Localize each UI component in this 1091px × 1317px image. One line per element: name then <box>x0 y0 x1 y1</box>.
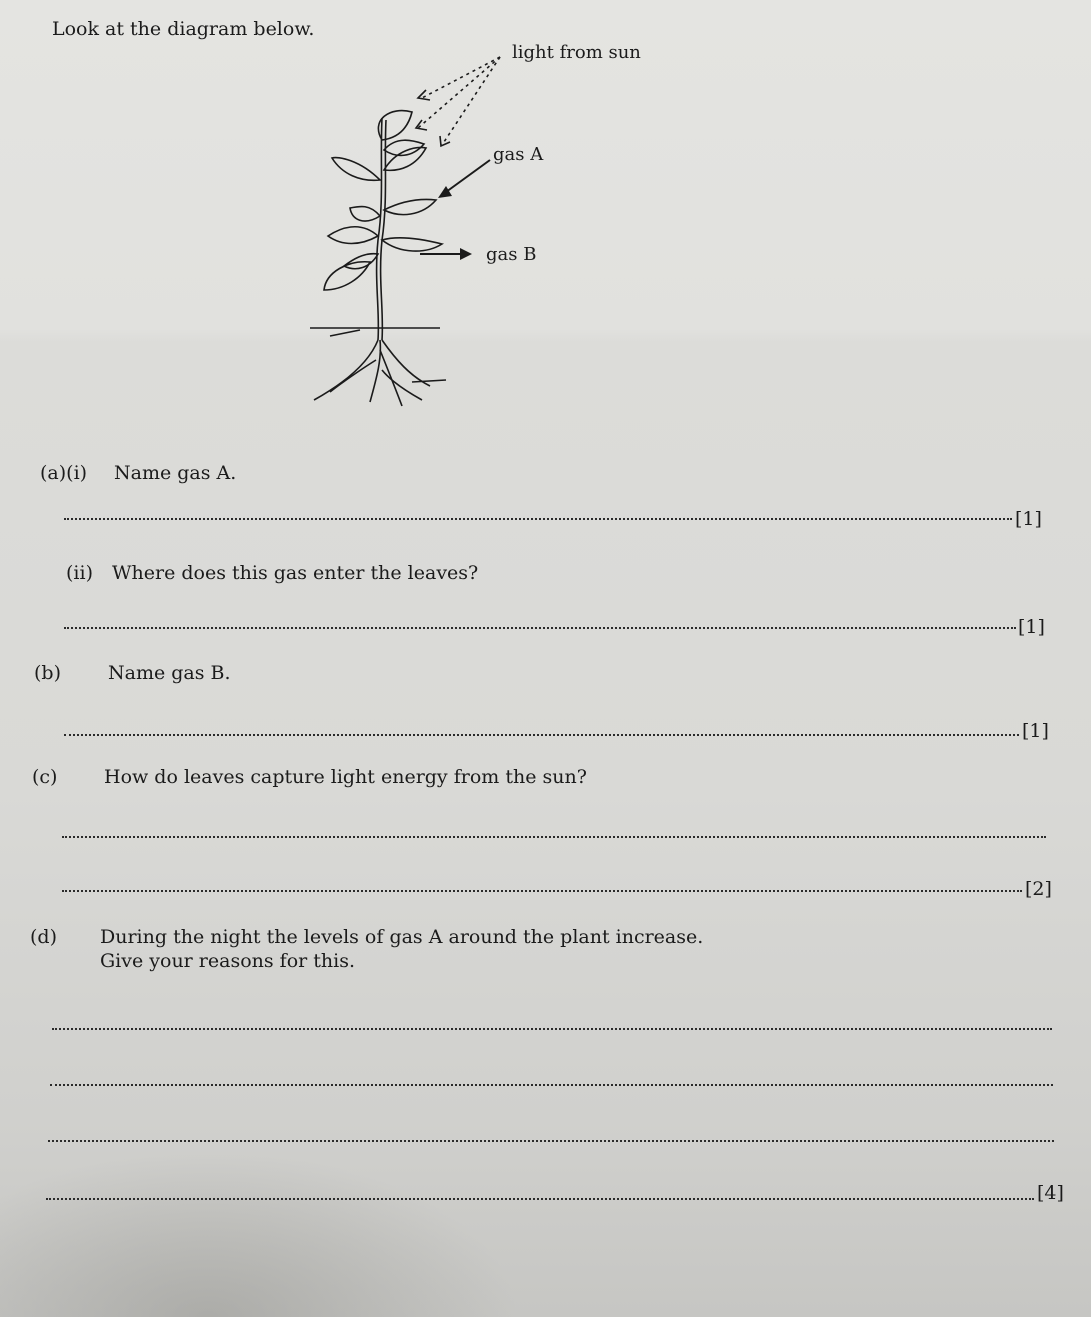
answer-line-d-4[interactable] <box>46 1198 1034 1200</box>
plant-drawing <box>300 40 540 420</box>
gas-a-arrow <box>438 160 490 198</box>
answer-line-a-i[interactable] <box>64 518 1012 520</box>
answer-line-b[interactable] <box>64 734 1019 736</box>
question-number-a-i: (a)(i) <box>40 462 88 484</box>
answer-line-c-2[interactable] <box>62 890 1022 892</box>
photo-shadow <box>0 1150 520 1317</box>
marks-c: [2] <box>1025 878 1052 900</box>
answer-line-d-1[interactable] <box>52 1028 1052 1030</box>
answer-line-d-2[interactable] <box>50 1084 1053 1086</box>
question-number-d: (d) <box>30 926 57 948</box>
question-a-i-text: Name gas A. <box>114 462 237 484</box>
answer-line-d-3[interactable] <box>48 1140 1054 1142</box>
question-number-c: (c) <box>32 766 58 788</box>
leaf <box>378 111 412 140</box>
marks-a-i: [1] <box>1015 508 1042 530</box>
marks-a-ii: [1] <box>1018 616 1045 638</box>
question-number-b: (b) <box>34 662 61 684</box>
answer-line-c-1[interactable] <box>62 836 1046 838</box>
answer-line-a-ii[interactable] <box>64 627 1016 629</box>
question-a-ii-text: Where does this gas enter the leaves? <box>112 562 479 584</box>
label-light-from-sun: light from sun <box>512 42 641 63</box>
question-b-text: Name gas B. <box>108 662 231 684</box>
intro-text: Look at the diagram below. <box>52 18 315 40</box>
light-ray-arrows <box>418 57 500 145</box>
marks-b: [1] <box>1022 720 1049 742</box>
label-gas-b: gas B <box>486 244 537 265</box>
question-d-text-2: Give your reasons for this. <box>100 950 356 972</box>
question-c-text: How do leaves capture light energy from the sun? <box>104 766 587 788</box>
marks-d: [4] <box>1037 1182 1064 1204</box>
label-gas-a: gas A <box>493 144 544 165</box>
roots <box>314 340 378 400</box>
question-d-text: During the night the levels of gas A around the plant increase. <box>100 926 704 948</box>
question-number-a-ii: (ii) <box>66 562 93 584</box>
